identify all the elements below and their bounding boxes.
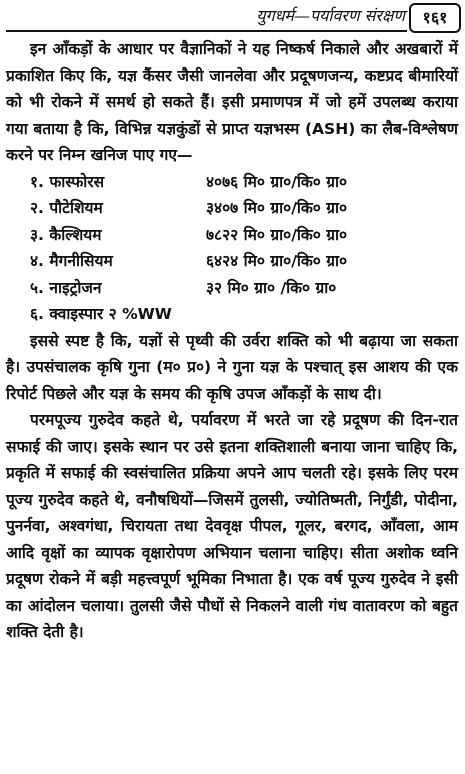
mineral-value: ३२ मि० ग्रा० /कि० ग्रा० <box>206 278 337 297</box>
mineral-name: ५. नाइट्रोजन <box>30 278 102 297</box>
mineral-value: ७८२२ मि० ग्रा०/कि० ग्रा० <box>206 225 348 244</box>
list-item <box>6 248 458 275</box>
list-item <box>6 222 458 249</box>
header-rule <box>6 30 407 32</box>
mineral-value: ४०७६ मि० ग्रा०/कि० ग्रा० <box>206 172 348 191</box>
mineral-name: १. फास्फोरस <box>30 172 105 191</box>
paragraph-gurudev: परमपूज्य गुरुदेव कहते थे, पर्यावरण में भरते जा रहे प्रदूषण की दिन-रात सफाई की जाए। इसके स्थान पर उसे इतना शक्तिशाली बनाया जाना चाहिए कि, प्रकृति में सफाई की स्वसंचालित प्रक्रिया अपने आप चलती रहे। इसके लिए परम पूज्य गुरुदेव कहते थे, वनौषधियों—जिसमें तुलसी, ज्योतिष्मती, निर्गुंडी, पोदीना, पुनर्नवा, अश्वगंधा, चिरायता तथा देववृक्ष पीपल, गूलर, बरगद, आँवला, आम आदि वृक्षों का व्यापक वृक्षारोपण अभियान चलाना चाहिए। सीता अशोक ध्वनि प्रदूषण रोकने में बड़ी महत्त्वपूर्ण भूमिका निभाता है। एक वर्ष पूज्य गुरुदेव ने इसी का आंदोलन चलाया। तुलसी जैसे पौधों से निकलने वाली गंध वातावरण को बहुत शक्ति देती है। <box>6 411 458 641</box>
page-header <box>0 0 465 36</box>
page-body <box>6 36 458 646</box>
list-item <box>6 301 458 328</box>
list-item <box>6 275 458 302</box>
page-number: १६१ <box>409 3 461 33</box>
list-item <box>6 195 458 222</box>
running-title: युगधर्म—पर्यावरण संरक्षण <box>256 6 405 25</box>
paragraph-intro: इन आँकड़ों के आधार पर वैज्ञानिकों ने यह निष्कर्ष निकाले और अखबारों में प्रकाशित किए कि, यज्ञ कैंसर जैसी जानलेवा और प्रदूषणजन्य, कष्टप्रद बीमारियों को भी रोकने में समर्थ हो सकते हैं। इसी प्रमाणपत्र में जो हमें उपलब्ध कराया गया बताया है कि, विभिन्न यज्ञकुंडों से प्राप्त यज्ञभस्म (ASH) का लैब-विश्लेषण करने पर निम्न खनिज पाए गए— <box>6 40 458 164</box>
mineral-name: २. पौटेशियम <box>30 199 103 217</box>
mineral-list <box>6 169 458 328</box>
mineral-name: ३. कैल्शियम <box>30 225 102 244</box>
mineral-value: ३४०७ मि० ग्रा०/कि० ग्रा० <box>206 199 348 217</box>
mineral-name: ४. मैगनीसियम <box>30 252 113 270</box>
list-item <box>6 169 458 196</box>
mineral-name: ६. क्वाइस्पार २ %WW <box>30 305 172 323</box>
mineral-value: ६४२४ मि० ग्रा०/कि० ग्रा० <box>206 252 348 270</box>
paragraph-fertility: इससे स्पष्ट है कि, यज्ञों से पृथ्वी की उर्वरा शक्ति को भी बढ़ाया जा सकता है। उपसंचालक कृषि गुना (म० प्र०) ने गुना यज्ञ के पश्चात् इस आशय की एक रिपोर्ट पिछले और यज्ञ के समय की कृषि उपज आँकड़ों के साथ दी। <box>6 331 458 403</box>
